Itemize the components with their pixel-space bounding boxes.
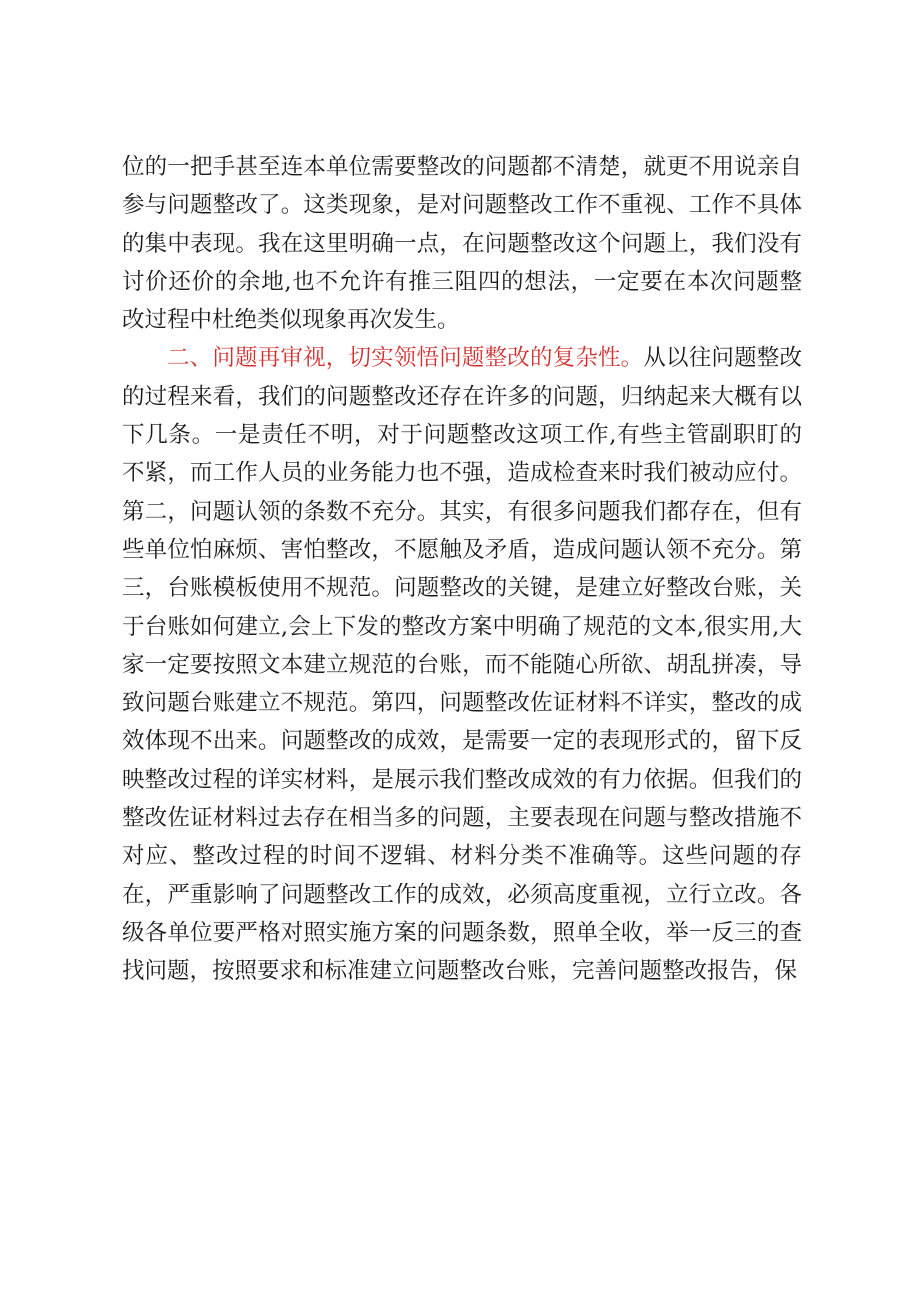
section-body-text: 从以往问题整改的过程来看，我们的问题整改还存在许多的问题，归纳起来大概有以下几条。一是责任不明，对于问题整改这项工作,有些主管副职盯的不紧，而工作人员的业务能力也不强，造成检查来时我们被动应付。第二，问题认领的条数不充分。其实，有很多问题我们都存在，但有些单位怕麻烦、害怕整改，不愿触及矛盾，造成问题认领不充分。第三，台账模板使用不规范。问题整改的关键，是建立好整改台账，关于台账如何建立,会上下发的整改方案中明确了规范的文本,很实用,大家一定要按照文本建立规范的台账，而不能随心所欲、胡乱拼凑，导致问题台账建立不规范。第四，问题整改佐证材料不详实，整改的成效体现不出来。问题整改的成效，是需要一定的表现形式的，留下反映整改过程的详实材料，是展示我们整改成效的有力依据。但我们的整改佐证材料过去存在相当多的问题，主要表现在问题与整改措施不对应、整改过程的时间不逻辑、材料分类不准确等。这些问题的存在，严重影响了问题整改工作的成效，必须高度重视，立行立改。各级各单位要严格对照实施方案的问题条数，照单全收，举一反三的查找问题，按照要求和标准建立问题整改台账，完善问题整改报告，保 (122, 345, 802, 985)
paragraph-section-two (122, 339, 802, 990)
document-body (122, 148, 802, 991)
paragraph-continued: 位的一把手甚至连本单位需要整改的问题都不清楚，就更不用说亲自参与问题整改了。这类现象，是对问题整改工作不重视、工作不具体的集中表现。我在这里明确一点，在问题整改这个问题上，我们没有讨价还价的余地,也不允许有推三阻四的想法，一定要在本次问题整改过程中杜绝类似现象再次发生。 (122, 154, 802, 334)
section-heading: 二、问题再审视，切实领悟问题整改的复杂性。 (167, 345, 644, 372)
